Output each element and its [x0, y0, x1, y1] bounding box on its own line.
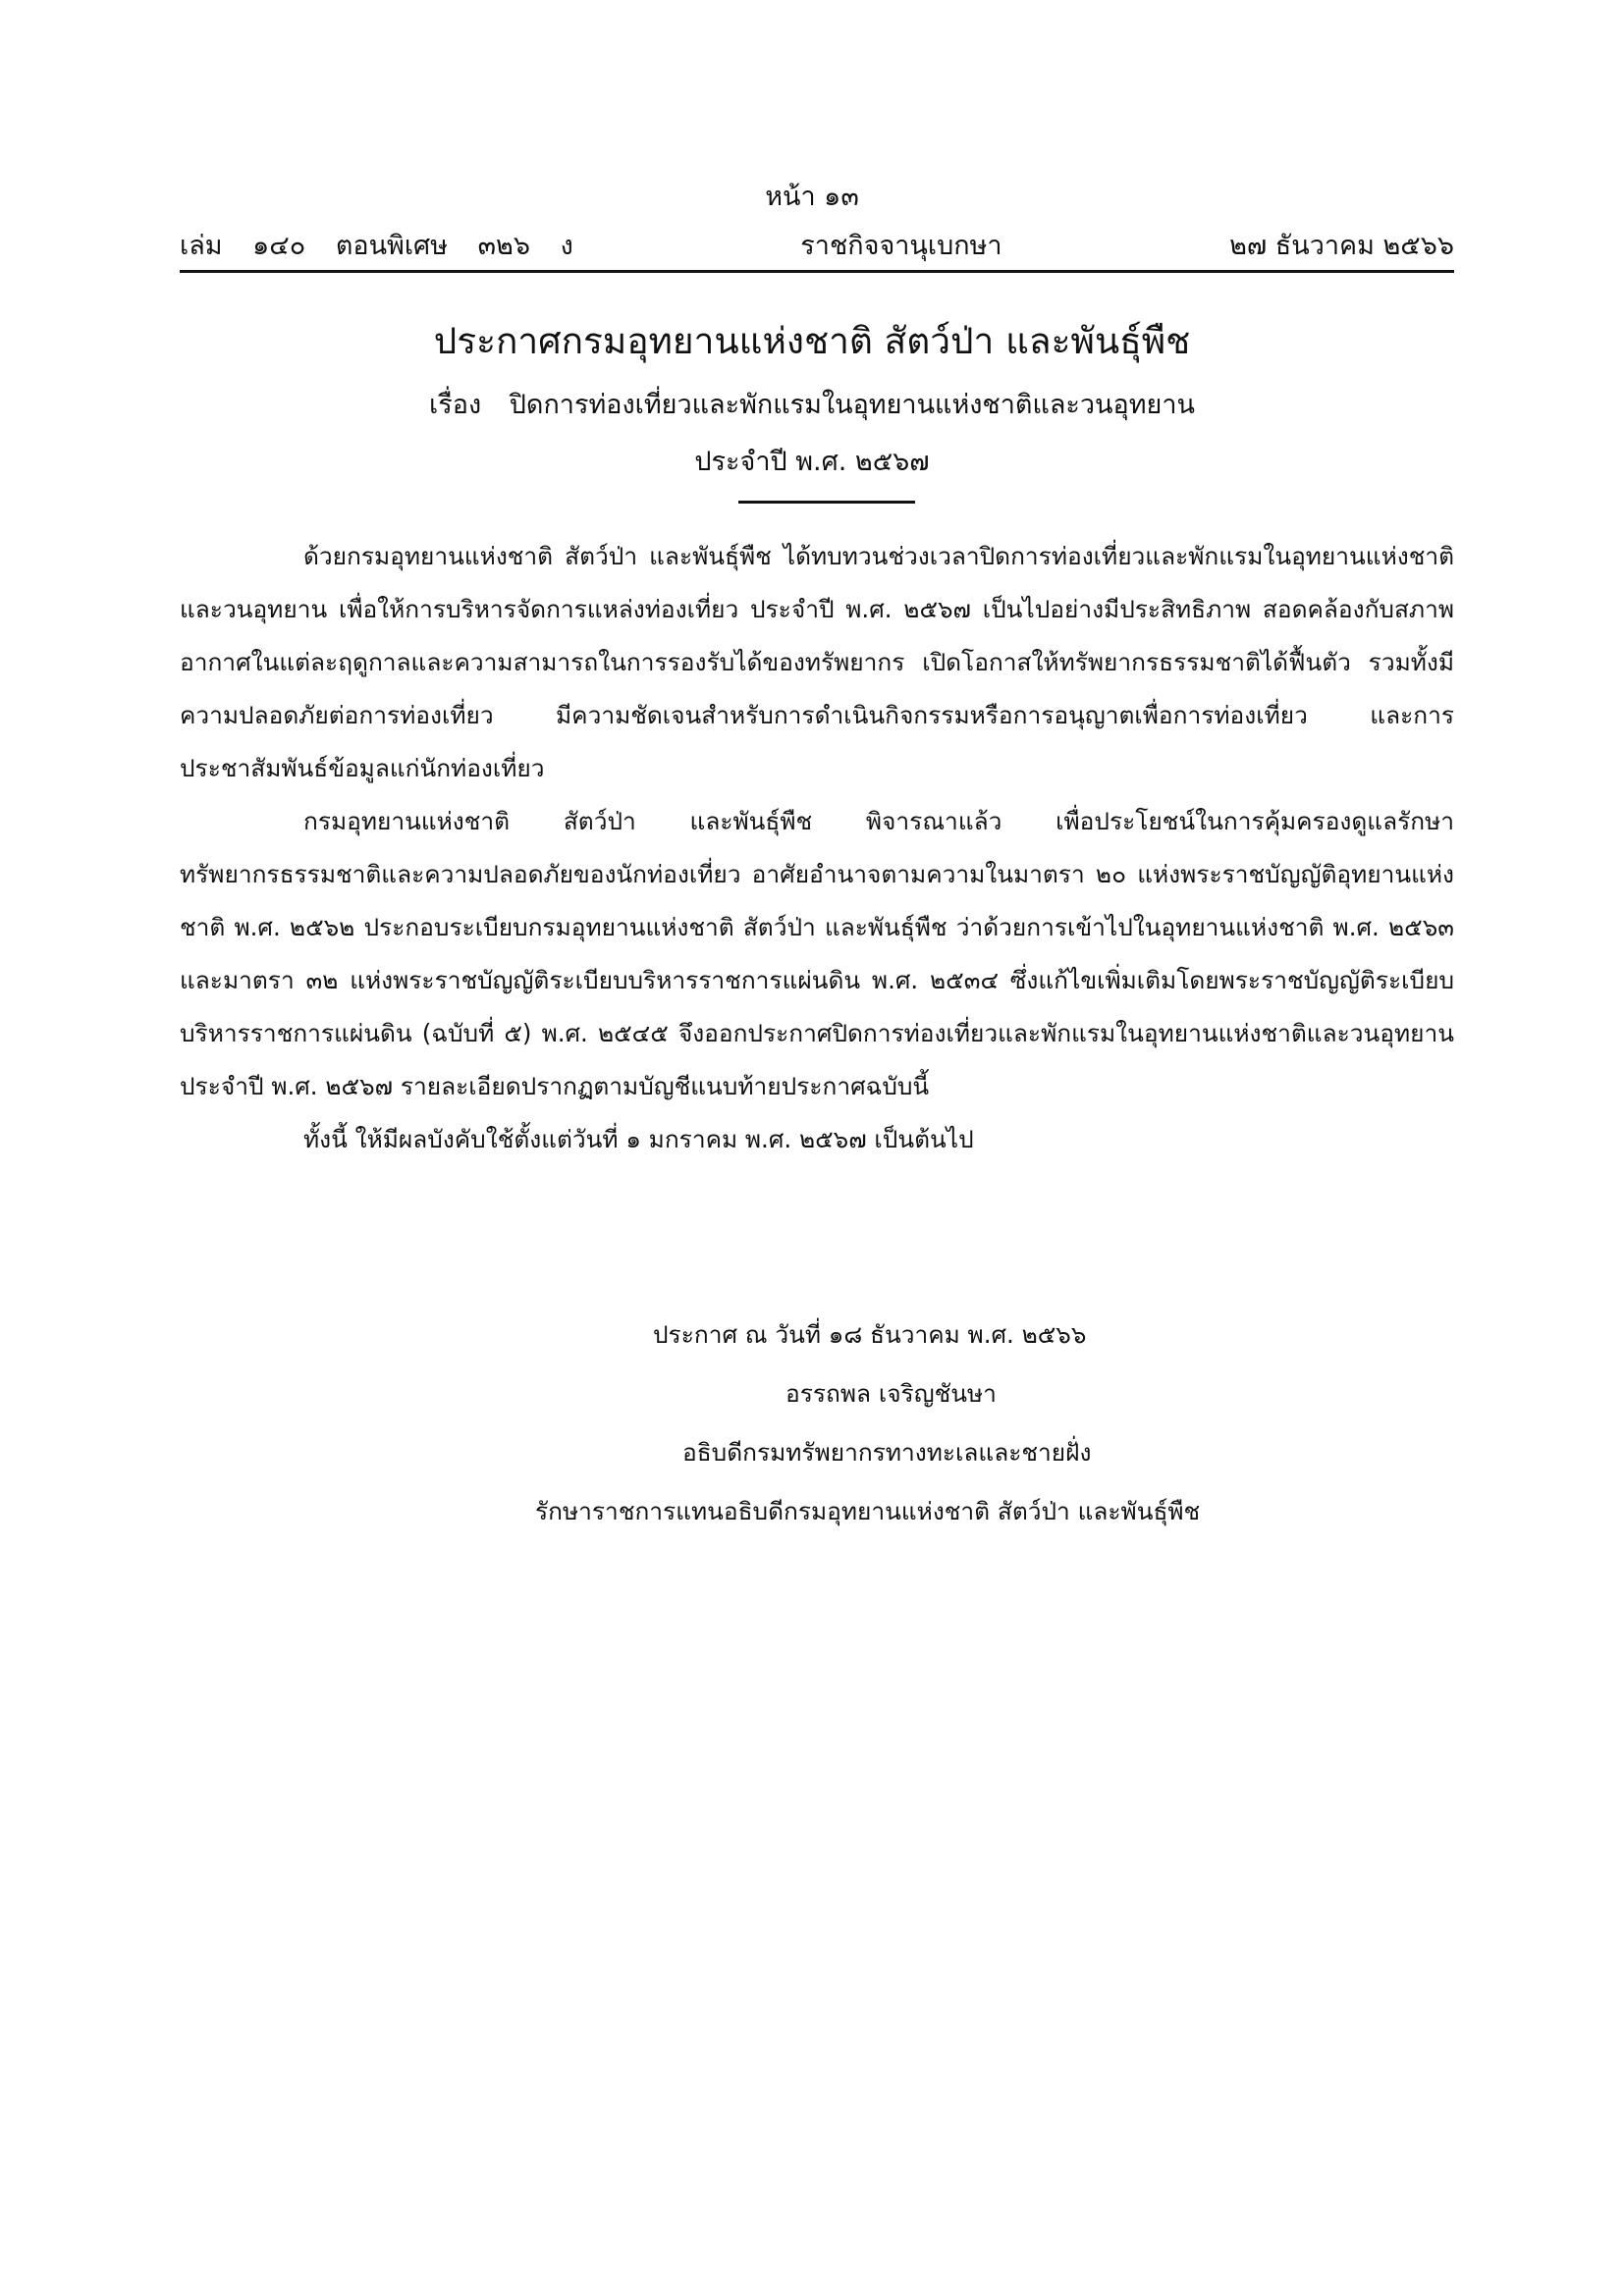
- gazette-volume-info: [180, 224, 573, 266]
- body-paragraph-1: ด้วยกรมอุทยานแห่งชาติ สัตว์ป่า และพันธุ์พืช ได้ทบทวนช่วงเวลาปิดการท่องเที่ยวและพักแรมในอุทยานแห่งชาติและวนอุทยาน เพื่อให้การบริหารจัดการแหล่งท่องเที่ยว ประจำปี พ.ศ. ๒๕๖๗ เป็นไปอย่างมีประสิทธิภาพ สอดคล้องกับสภาพอากาศในแต่ละฤดูกาลและความสามารถในการรองรับได้ของทรัพยากร เปิดโอกาสให้ทรัพยากรธรรมชาติได้ฟื้นตัว รวมทั้งมีความปลอดภัยต่อการท่องเที่ยว มีความชัดเจนสำหรับการดำเนินกิจกรรมหรือการอนุญาตเพื่อการท่องเที่ยว และการประชาสัมพันธ์ข้อมูลแก่นักท่องเที่ยว: [180, 542, 1454, 782]
- gazette-header: [180, 224, 1454, 266]
- section-number: ๓๒๖: [477, 231, 530, 261]
- page-number: หน้า ๑๓: [765, 182, 859, 212]
- announcement-subject: [0, 383, 1624, 425]
- title-divider: [738, 501, 915, 504]
- body-paragraph-3: ทั้งนี้ ให้มีผลบังคับใช้ตั้งแต่วันที่ ๑ มกราคม พ.ศ. ๒๕๖๗ เป็นต้นไป: [303, 1125, 974, 1153]
- signatory-acting-position: รักษาราชการแทนอธิบดีกรมอุทยานแห่งชาติ สัตว์ป่า และพันธุ์พืช: [535, 1497, 1201, 1525]
- subject-label: เรื่อง: [429, 390, 482, 420]
- gazette-name: ราชกิจจานุเบกษา: [800, 231, 1002, 261]
- announcement-date: ประกาศ ณ วันที่ ๑๘ ธันวาคม พ.ศ. ๒๕๖๖: [653, 1320, 1087, 1349]
- subject-text: ปิดการท่องเที่ยวและพักแรมในอุทยานแห่งชาติและวนอุทยาน: [509, 390, 1195, 420]
- body-paragraph-2: กรมอุทยานแห่งชาติ สัตว์ป่า และพันธุ์พืช พิจารณาแล้ว เพื่อประโยชน์ในการคุ้มครองดูแลรักษาทรัพยากรธรรมชาติและความปลอดภัยของนักท่องเที่ยว อาศัยอำนาจตามความในมาตรา ๒๐ แห่งพระราชบัญญัติอุทยานแห่งชาติ พ.ศ. ๒๕๖๒ ประกอบระเบียบกรมอุทยานแห่งชาติ สัตว์ป่า และพันธุ์พืช ว่าด้วยการเข้าไปในอุทยานแห่งชาติ พ.ศ. ๒๕๖๓ และมาตรา ๓๒ แห่งพระราชบัญญัติระเบียบบริหารราชการแผ่นดิน พ.ศ. ๒๕๓๔ ซึ่งแก้ไขเพิ่มเติมโดยพระราชบัญญัติระเบียบบริหารราชการแผ่นดิน (ฉบับที่ ๕) พ.ศ. ๒๕๔๕ จึงออกประกาศปิดการท่องเที่ยวและพักแรมในอุทยานแห่งชาติและวนอุทยาน ประจำปี พ.ศ. ๒๕๖๗ รายละเอียดปรากฏตามบัญชีแนบท้ายประกาศฉบับนี้: [180, 807, 1454, 1100]
- header-divider: [180, 270, 1454, 273]
- announcement-title: ประกาศกรมอุทยานแห่งชาติ สัตว์ป่า และพันธุ์พืช: [433, 320, 1191, 362]
- signatory-name: อรรถพล เจริญชันษา: [785, 1379, 997, 1408]
- section-letter: ง: [560, 231, 573, 261]
- gazette-date: ๒๗ ธันวาคม ๒๕๖๖: [1229, 231, 1454, 261]
- announcement-year: ประจำปี พ.ศ. ๒๕๖๗: [694, 447, 930, 477]
- announcement-body: [180, 530, 1454, 1166]
- volume-label: เล่ม: [180, 231, 223, 261]
- section-label: ตอนพิเศษ: [335, 231, 448, 261]
- signatory-position: อธิบดีกรมทรัพยากรทางทะเลและชายฝั่ง: [682, 1438, 1092, 1467]
- volume-number: ๑๔๐: [252, 231, 306, 261]
